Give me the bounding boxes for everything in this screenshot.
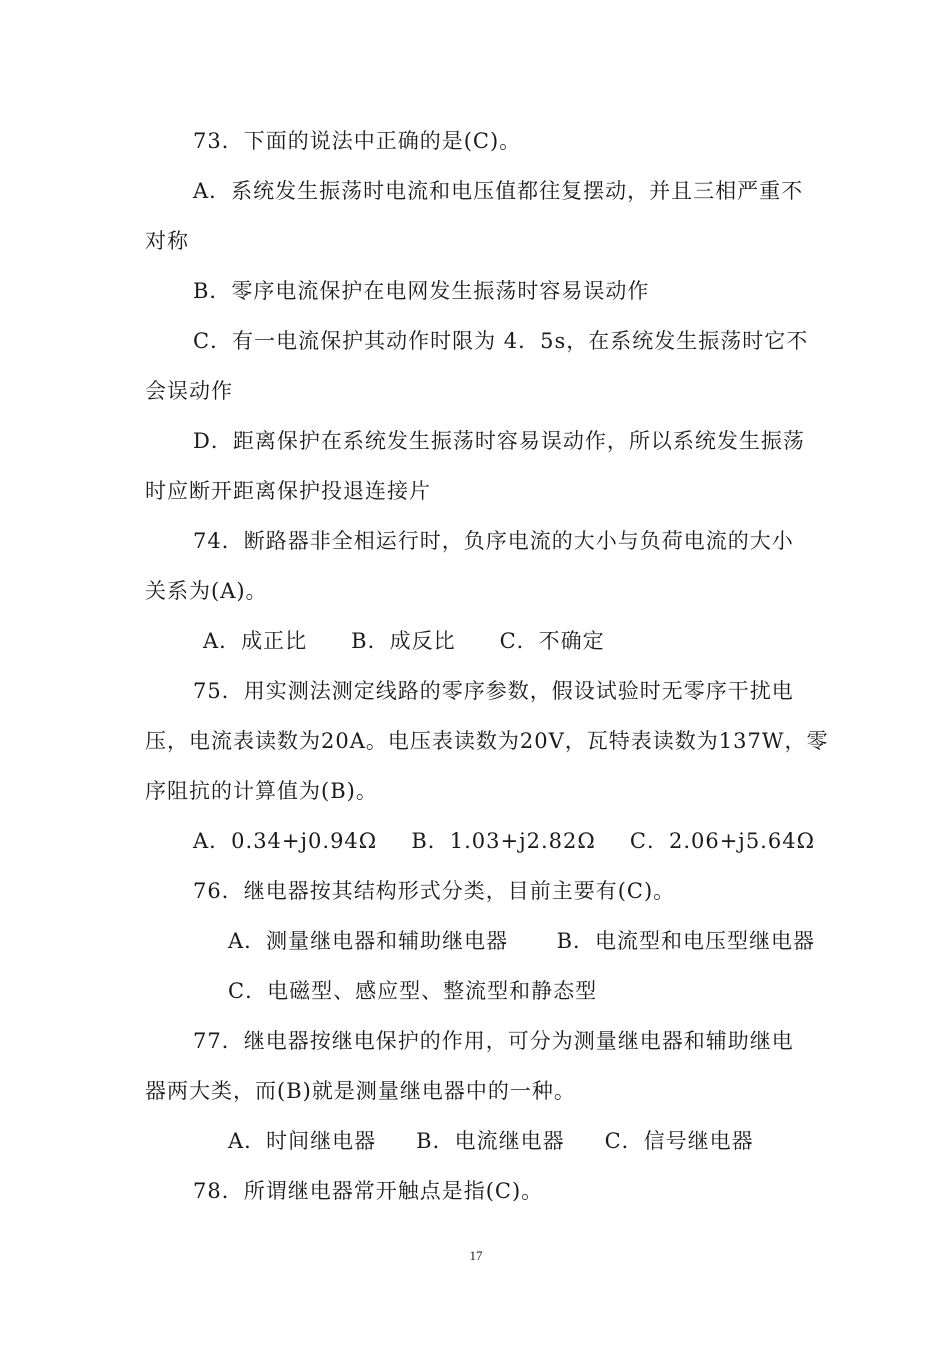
q73-option-b: B．零序电流保护在电网发生振荡时容易误动作: [193, 279, 650, 303]
q73-option-d-line2: 时应断开距离保护投退连接片: [145, 479, 431, 503]
q73-option-a-line2: 对称: [145, 229, 189, 253]
q77-stem-line2: 器两大类，而(B)就是测量继电器中的一种。: [145, 1079, 576, 1103]
q75-stem-line3: 序阻抗的计算值为(B)。: [145, 779, 378, 803]
q75-stem-line2: 压，电流表读数为20A。电压表读数为20V，瓦特表读数为137W，零: [145, 729, 829, 753]
q76-option-b: B．电流型和电压型继电器: [556, 929, 815, 953]
q76-option-c: C．电磁型、感应型、整流型和静态型: [228, 979, 598, 1003]
q74-options: [203, 616, 815, 666]
q73-option-a-line1: A．系统发生振荡时电流和电压值都往复摆动，并且三相严重不: [193, 179, 804, 203]
q76-option-a: A．测量继电器和辅助继电器: [228, 929, 509, 953]
q77-option-a: A．时间继电器: [228, 1129, 377, 1153]
q77-option-b: B．电流继电器: [416, 1129, 565, 1153]
q78-stem: 78．所谓继电器常开触点是指(C)。: [193, 1179, 544, 1203]
q75-stem-line1: 75．用实测法测定线路的零序参数，假设试验时无零序干扰电: [193, 679, 794, 703]
q74-option-a: A．成正比: [203, 629, 308, 653]
q76-stem: 76．继电器按其结构形式分类，目前主要有(C)。: [193, 879, 676, 903]
q74-option-c: C．不确定: [499, 629, 605, 653]
page-number: 17: [469, 1248, 483, 1263]
q74-option-b: B．成反比: [351, 629, 456, 653]
q76-options-line1: [228, 916, 815, 966]
q75-option-c: C．2.06+j5.64Ω: [629, 829, 815, 853]
q73-option-c-line1: C．有一电流保护其动作时限为 4．5s，在系统发生振荡时它不: [193, 329, 809, 353]
q75-options: [193, 816, 815, 866]
q75-option-b: B．1.03+j2.82Ω: [411, 829, 596, 853]
q77-options: [228, 1116, 815, 1166]
q77-stem-line1: 77．继电器按继电保护的作用，可分为测量继电器和辅助继电: [193, 1029, 794, 1053]
q75-option-a: A．0.34+j0.94Ω: [193, 829, 378, 853]
q73-option-c-line2: 会误动作: [145, 379, 233, 403]
q74-stem-line2: 关系为(A)。: [145, 579, 268, 603]
q77-option-c: C．信号继电器: [604, 1129, 754, 1153]
q73-option-d-line1: D．距离保护在系统发生振荡时容易误动作，所以系统发生振荡: [193, 429, 805, 453]
q74-stem-line1: 74．断路器非全相运行时，负序电流的大小与负荷电流的大小: [193, 529, 794, 553]
q73-stem: 73．下面的说法中正确的是(C)。: [193, 129, 522, 153]
